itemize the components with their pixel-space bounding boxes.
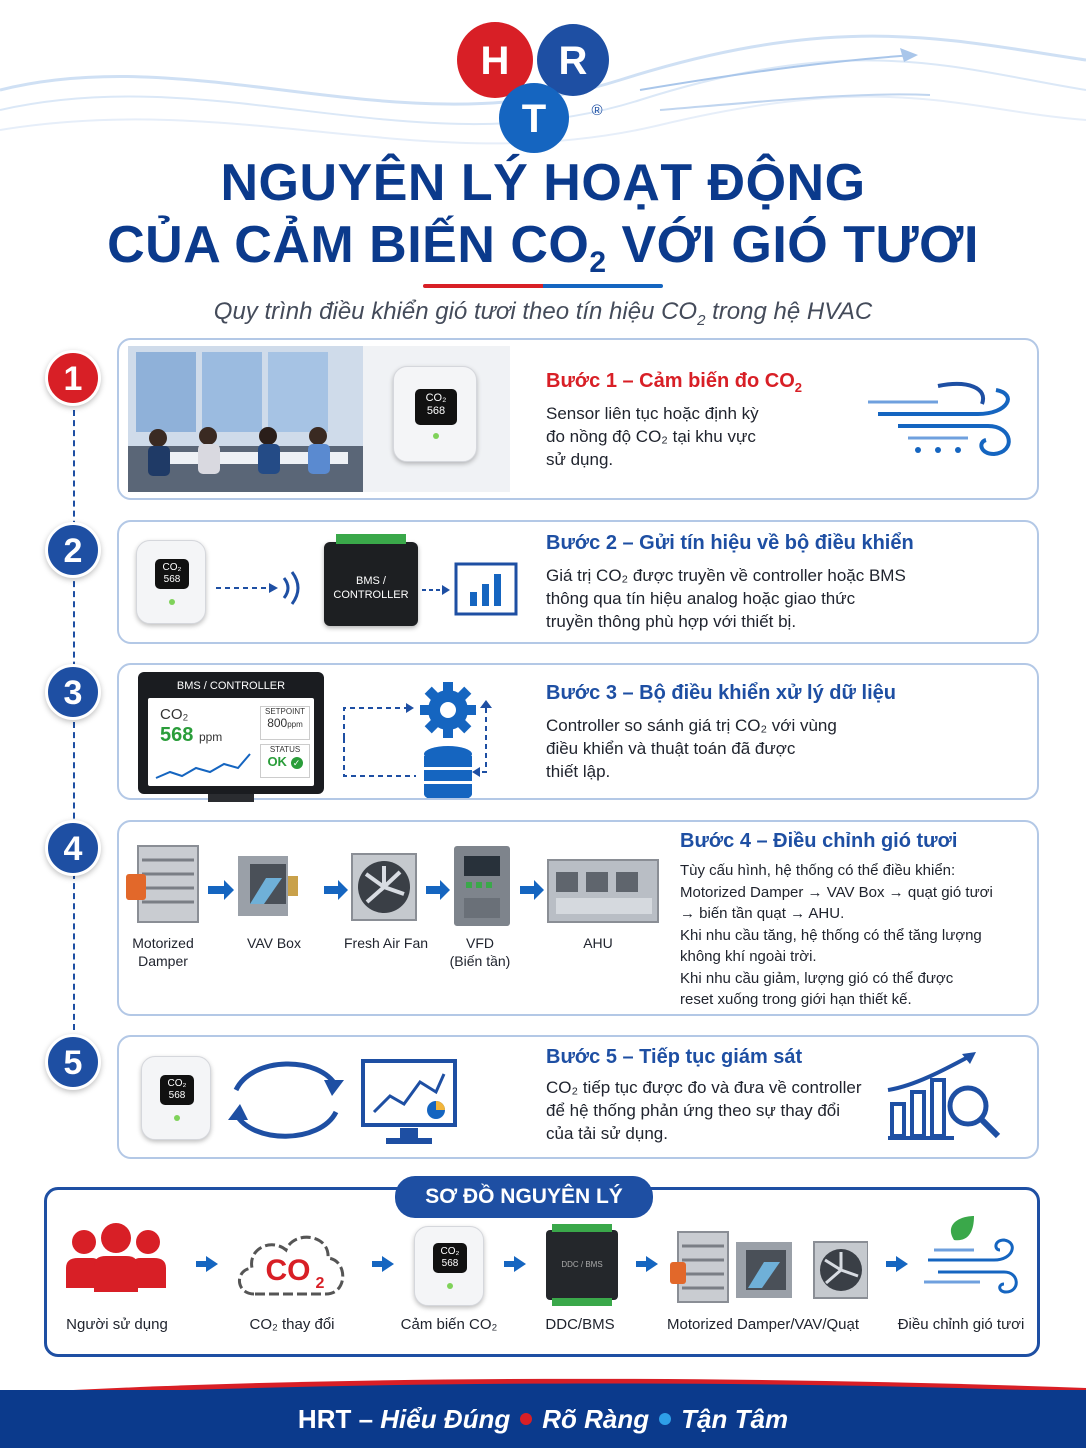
caption-line: (Biến tần): [449, 953, 511, 969]
sensor-co2-label: CO₂: [425, 392, 447, 404]
monitor-co2-unit: ppm: [198, 730, 223, 744]
co2-sensor-device-3: [141, 1056, 211, 1140]
title-line-2-suffix: VỚI GIÓ TƯƠI: [606, 216, 979, 274]
step-4-desc-line: Motorized Damper → VAV Box → quạt gió tươi: [680, 883, 993, 901]
controller-label-1: BMS /: [356, 575, 386, 587]
logo-letter-h: H: [480, 39, 510, 83]
title-line-2-prefix: CỦA CẢM BIẾN CO: [107, 216, 590, 274]
step-4-desc-line: Khi nhu cầu giảm, lượng gió có thể được: [680, 969, 954, 987]
title-line-2-sub: 2: [589, 246, 607, 279]
setpoint-value: 800: [267, 716, 288, 730]
step-number-2: 2: [45, 522, 101, 578]
step-number-1: 1: [45, 350, 101, 406]
footer-value-2: Rõ Ràng: [542, 1404, 650, 1434]
diagram-arrow: [514, 1256, 526, 1272]
logo-letter-t: T: [521, 97, 547, 141]
growth-analysis-icon: [884, 1050, 1010, 1146]
monitor-header: BMS / CONTROLLER: [176, 680, 286, 692]
setpoint-unit: ppm: [287, 720, 303, 729]
wireless-signal-icon: [214, 568, 314, 608]
monitor-screen: [148, 698, 314, 786]
step-4-desc-line: không khí ngoài trời.: [680, 948, 817, 965]
vfd-icon: [454, 846, 510, 926]
equipment-caption-damper: [124, 934, 202, 970]
page-subtitle: [0, 298, 1086, 329]
ahu-icon: [548, 860, 658, 922]
step-2-desc-line: thông qua tín hiệu analog hoặc giao thức: [546, 589, 856, 608]
sensor-led: [433, 433, 439, 439]
co2-sensor-device-2: [136, 540, 206, 624]
step-3-desc-line: điều khiển và thuật toán đã được: [546, 739, 796, 758]
status-value: OK: [267, 754, 287, 769]
subtitle-sub: 2: [697, 311, 706, 329]
step-1-title-sub: 2: [794, 380, 802, 395]
refresh-cycle-icon: [222, 1050, 350, 1150]
equipment-caption-vfd: [440, 934, 520, 970]
step-4-title: Bước 4 – Điều chỉnh gió tươi: [680, 830, 958, 852]
step-3-description: [546, 714, 837, 783]
sensor-co2-label: CO₂: [440, 1246, 460, 1257]
fresh-air-fan-icon: [352, 854, 416, 920]
step-1-desc-line: đo nồng độ CO₂ tại khu vực: [546, 427, 756, 446]
airflow-wind-icon: [868, 374, 1018, 464]
footer-slogan: [0, 1404, 1086, 1435]
dashed-arrow-chart-icon: [420, 562, 520, 622]
title-line-2: [0, 214, 1086, 294]
sensor-co2-label: CO₂: [167, 1078, 187, 1089]
title-underline: [423, 284, 663, 288]
subtitle-suffix: trong hệ HVAC: [705, 298, 873, 325]
ddc-label: DDC / BMS: [561, 1260, 603, 1269]
diagram-caption-co2-change: CO₂ thay đổi: [249, 1316, 335, 1333]
step-4-desc-line: Khi nhu cầu tăng, hệ thống có thể tăng lượng: [680, 926, 982, 944]
step-2-desc-line: truyền thông phù hợp với thiết bị.: [546, 612, 797, 631]
caption-line: Fresh Air Fan: [343, 935, 429, 951]
footer-dot-red: [520, 1413, 532, 1425]
step-2-description: [546, 564, 906, 633]
setpoint-panel: [260, 706, 310, 740]
bms-monitor: [138, 672, 324, 794]
equipment-caption-ahu: [568, 934, 628, 952]
cloud-co2-sub: 2: [315, 1275, 325, 1292]
footer-brand: HRT –: [297, 1404, 381, 1434]
step-4-desc-line: → biến tần quạt → AHU.: [680, 905, 845, 922]
sensor-screen: [155, 559, 189, 589]
vav-box-icon: [238, 856, 298, 916]
step-2-title: Bước 2 – Gửi tín hiệu về bộ điều khiển: [546, 532, 914, 554]
caption-line: VFD: [466, 935, 494, 951]
equipment-caption-vav: [232, 934, 316, 952]
monitor-stand: [208, 794, 254, 802]
diagram-caption-actuators: Motorized Damper/VAV/Quạt: [666, 1316, 860, 1333]
caption-line: Motorized: [132, 935, 194, 951]
sensor-co2-label: CO₂: [162, 562, 182, 573]
step-number-5: 5: [45, 1034, 101, 1090]
status-label: STATUS: [269, 745, 301, 754]
diagram-caption-users: Người sử dụng: [66, 1316, 168, 1333]
diagram-caption-ddc: DDC/BMS: [545, 1316, 615, 1333]
fresh-air-leaf-icon: [924, 1214, 1024, 1300]
controller-terminal-block: [336, 534, 406, 544]
diagram-caption-sensor: Cảm biến CO₂: [400, 1316, 498, 1333]
caption-line: VAV Box: [247, 935, 301, 951]
sensor-co2-value: 568: [441, 1258, 459, 1269]
principle-diagram-tag: SƠ ĐỒ NGUYÊN LÝ: [395, 1176, 653, 1218]
registered-mark: ®: [591, 102, 603, 119]
logo-letter-r: R: [558, 39, 588, 83]
monitor-co2-label: CO₂: [160, 706, 189, 723]
sensor-screen: [415, 389, 457, 425]
step-1-title: [546, 370, 802, 395]
step-4-desc-line: Tùy cấu hình, hệ thống có thể điều khiển:: [680, 862, 956, 879]
step-5-desc-line: để hệ thống phản ứng theo sự thay đổi: [546, 1101, 841, 1120]
subtitle-prefix: Quy trình điều khiển gió tươi theo tín hiệu CO: [213, 298, 698, 325]
caption-line: Damper: [138, 953, 188, 969]
step-3-title: Bước 3 – Bộ điều khiển xử lý dữ liệu: [546, 682, 896, 704]
monitor-trend-line: [154, 750, 254, 782]
step-5-desc-line: của tải sử dụng.: [546, 1124, 668, 1143]
ddc-terminal-bottom: [552, 1298, 612, 1306]
step-1-desc-line: Sensor liên tục hoặc định kỳ: [546, 404, 759, 423]
sensor-led: [447, 1283, 453, 1289]
footer-value-1: Hiểu Đúng: [380, 1404, 511, 1434]
monitor-co2-value: [160, 724, 222, 747]
step-2-desc-line: Giá trị CO₂ được truyền về controller hoặc BMS: [546, 566, 906, 585]
cloud-co2-text: CO: [265, 1254, 311, 1287]
step-5-title: Bước 5 – Tiếp tục giám sát: [546, 1046, 803, 1068]
diagram-arrow: [646, 1256, 658, 1272]
ddc-bms-controller: [546, 1230, 618, 1300]
monitor-chart-icon: [360, 1058, 460, 1150]
caption-line: AHU: [583, 935, 613, 951]
step-number-4: 4: [45, 820, 101, 876]
equipment-chain-image: [124, 842, 664, 932]
co2-sensor-device-1: [393, 366, 477, 462]
bms-controller-box: [324, 542, 418, 626]
sensor-screen: [433, 1243, 467, 1273]
diagram-arrow: [382, 1256, 394, 1272]
equipment-caption-fan: [336, 934, 436, 952]
step-number-3: 3: [45, 664, 101, 720]
step-1-description: [546, 402, 759, 471]
footer-dot-blue: [659, 1413, 671, 1425]
sensor-led: [174, 1115, 180, 1121]
step-4-description: [680, 860, 993, 1011]
gear-database-icon: [336, 678, 506, 798]
controller-label: [324, 574, 418, 602]
title-line-1: NGUYÊN LÝ HOẠT ĐỘNG: [220, 154, 866, 212]
damper-vav-fan-icon: [668, 1228, 868, 1308]
users-group-icon: [64, 1222, 168, 1298]
status-panel: [260, 744, 310, 778]
diagram-caption-fresh-air: Điều chỉnh gió tươi: [897, 1316, 1025, 1333]
page-title: [0, 152, 1086, 294]
footer-value-3: Tận Tâm: [681, 1404, 789, 1434]
co2-cloud-icon: [230, 1224, 350, 1310]
sensor-led: [169, 599, 175, 605]
sensor-co2-value: 568: [426, 405, 446, 417]
step-3-desc-line: thiết lập.: [546, 762, 611, 781]
hrt-logo: [455, 18, 615, 158]
diagram-arrow: [896, 1256, 908, 1272]
ddc-terminal-top: [552, 1224, 612, 1232]
controller-label-2: CONTROLLER: [333, 589, 409, 601]
check-icon: ✓: [291, 757, 303, 769]
diagram-arrow: [206, 1256, 218, 1272]
step-1-desc-line: sử dụng.: [546, 450, 614, 469]
sensor-co2-value: 568: [163, 574, 181, 585]
step-3-desc-line: Controller so sánh giá trị CO₂ với vùng: [546, 716, 837, 735]
diagram-co2-sensor: [414, 1226, 484, 1306]
sensor-screen: [160, 1075, 194, 1105]
setpoint-label: SETPOINT: [264, 707, 305, 716]
monitor-co2-number: 568: [160, 724, 194, 746]
step-5-desc-line: CO₂ tiếp tục được đo và đưa về controller: [546, 1078, 862, 1097]
timeline-dashed-line: [73, 410, 75, 1030]
step-1-title-prefix: Bước 1 – Cảm biến đo CO: [546, 370, 795, 392]
step-5-description: [546, 1076, 861, 1145]
motorized-damper-icon: [126, 846, 198, 922]
step-4-desc-line: reset xuống trong giới hạn thiết kế.: [680, 991, 912, 1008]
sensor-co2-value: 568: [168, 1090, 186, 1101]
